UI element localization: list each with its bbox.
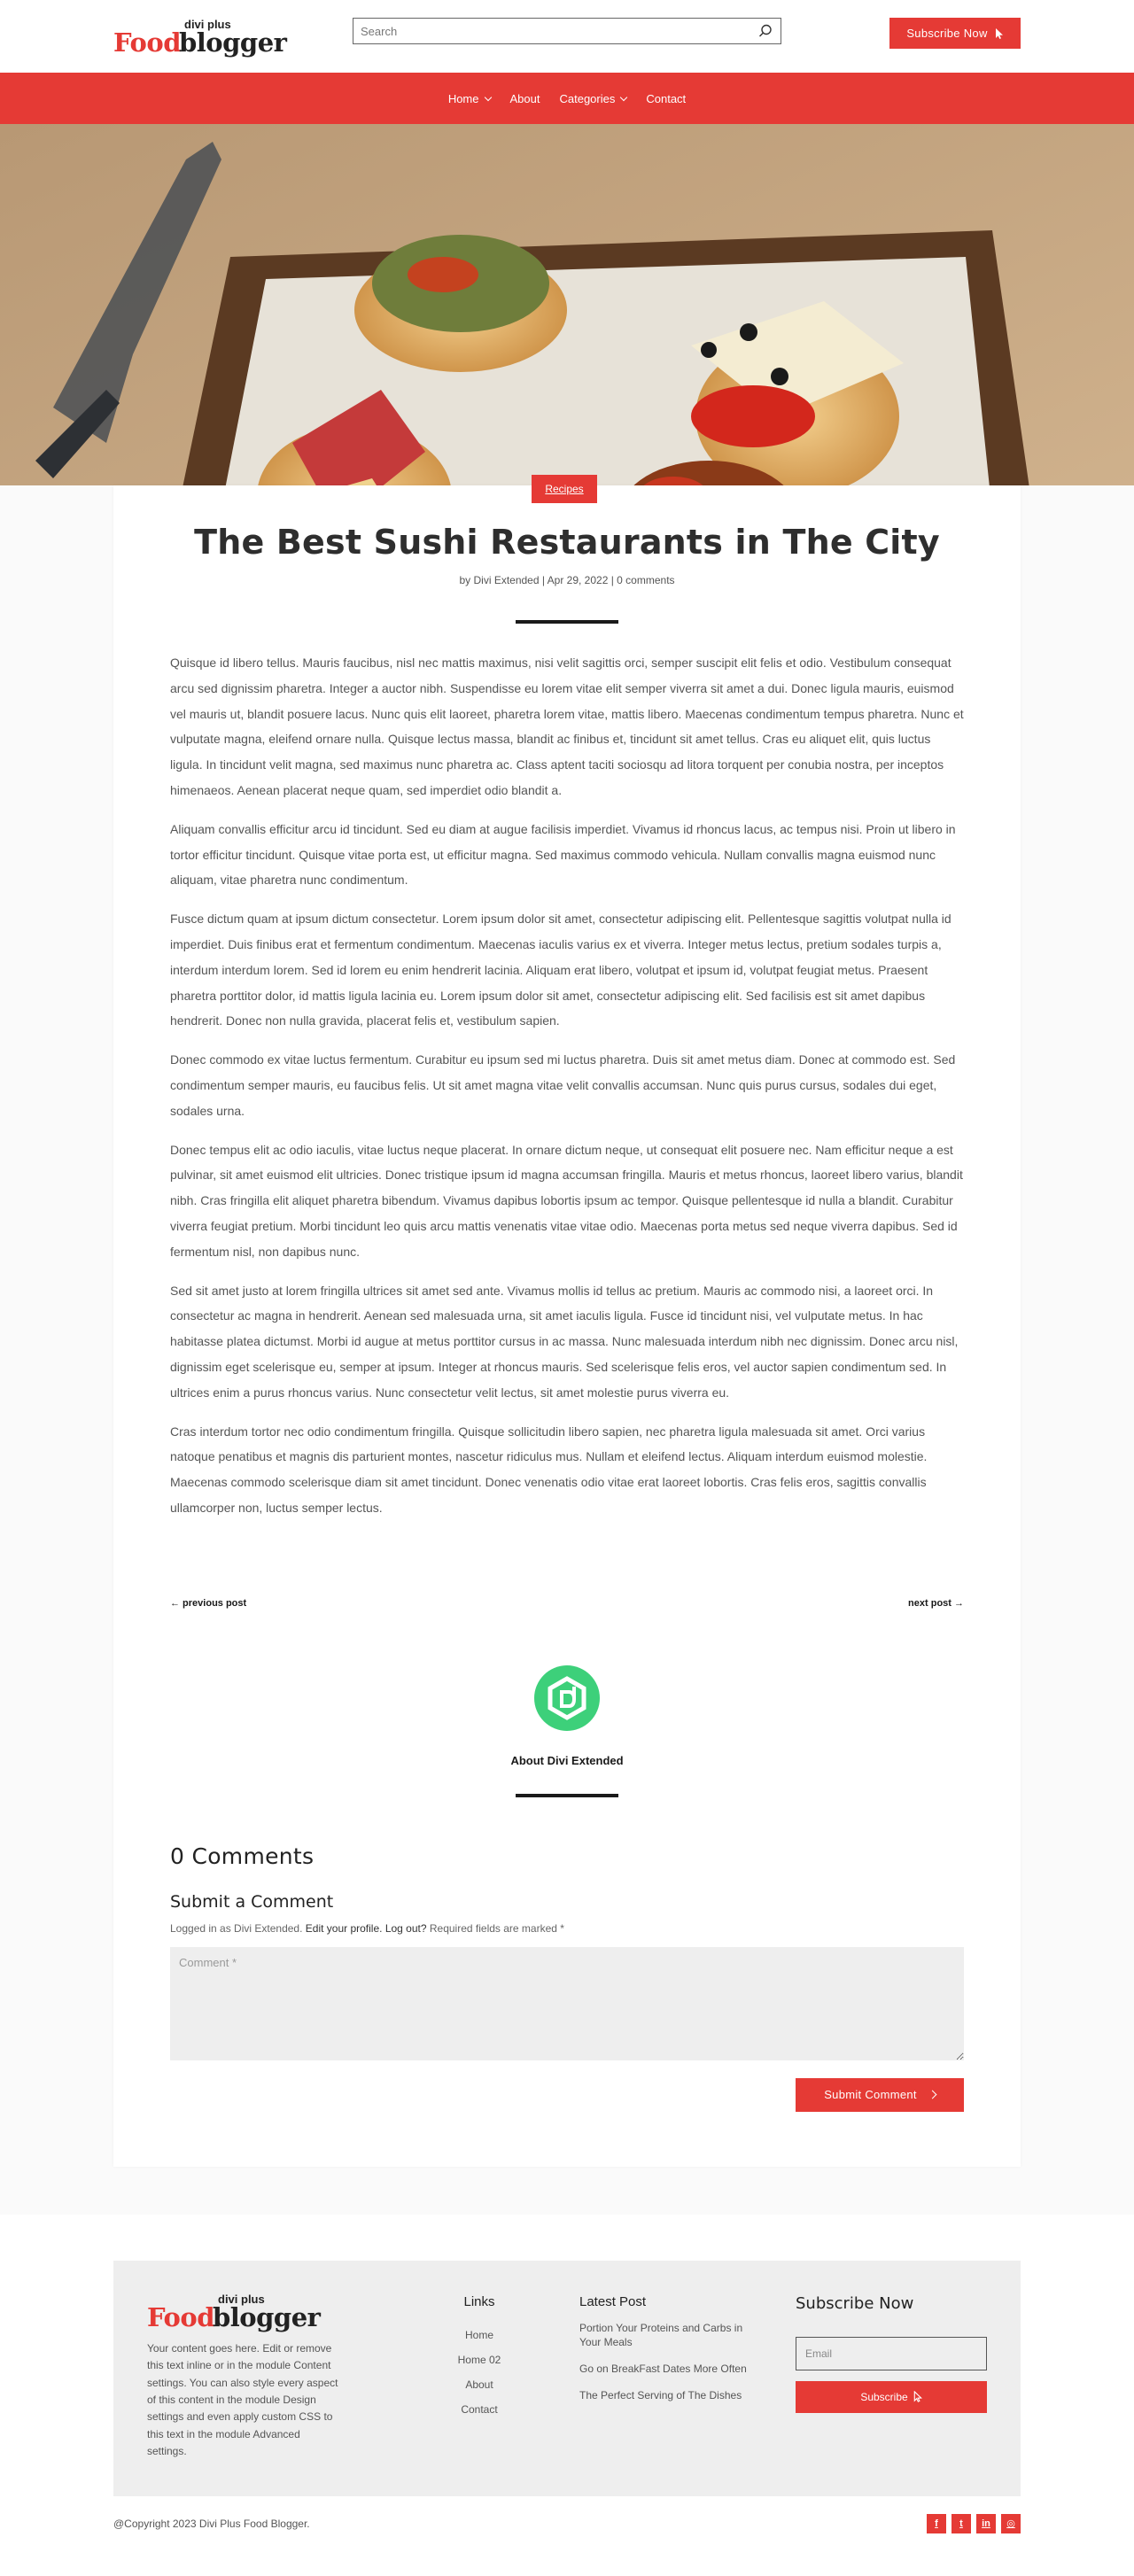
footer-links-title: Links <box>463 2293 495 2309</box>
nav-item-about[interactable] <box>510 92 540 105</box>
previous-post-link[interactable]: ← previous post <box>170 1597 247 1609</box>
cursor-icon <box>913 2391 922 2402</box>
category-badge[interactable]: Recipes <box>532 475 597 503</box>
meta-author-link[interactable]: Divi Extended <box>473 574 540 586</box>
latest-post-link[interactable]: Portion Your Proteins and Carbs in Your Meals <box>579 2321 743 2348</box>
comment-textarea[interactable] <box>170 1947 964 2060</box>
article-paragraph: Donec tempus elit ac odio iaculis, vitae luctus neque placerat. In ornare dictum neque, ut consequat elit posuere nec. Nam efficitur neque a est pulvinar, sit amet euismod elit ultricies. Donec tristique ipsum id magna accumsan fringilla. Mauris et metus rhoncus, laoreet libero varius, blandit nibh. Cras fringilla elit aliquet pharetra bibendum. Vivamus dapibus lobortis ipsum ac tempor. Quisque pellentesque id nulla a blandit. Curabitur viverra feugiat pretium. Morbi tincidunt leo quis arcu mattis venenatis vitae vitae odio. Maecenas porta metus sed neque viverra dapibus. Sed id fermentum nisl, non dapibus nunc. <box>170 1142 963 1259</box>
cursor-icon <box>995 27 1004 40</box>
logged-in-notice <box>170 1922 964 1935</box>
logo-food-text: Food <box>147 2301 214 2332</box>
search-box <box>353 18 781 44</box>
logo-blogger-text: blogger <box>213 2301 321 2332</box>
copyright-text: @Copyright 2023 Divi Plus Food Blogger. <box>113 2517 310 2530</box>
logged-in-text: Logged in as Divi Extended. <box>170 1921 306 1935</box>
footer-subscribe-title: Subscribe Now <box>796 2293 914 2313</box>
logo-blogger-text: blogger <box>179 27 287 58</box>
chevron-down-icon <box>620 93 627 100</box>
twitter-icon[interactable]: t <box>951 2514 971 2533</box>
chevron-right-icon <box>928 2091 936 2099</box>
article-paragraph: Sed sit amet justo at lorem fringilla ultrices sit amet sed ante. Vivamus mollis id tellus ac pretium. Mauris ac commodo nisi, a laoreet orci. In consectetur ac magna in hendrerit. Aenean sed malesuada urna, sit amet iaculis ligula. Fusce id tincidunt nisi, vel vulputate metus. In hac habitasse platea dictumst. Morbi id augue at metus porttitor cursus in ac massa. Nunc malesuada interdum nibh nec dignissim. Donec arcu nisl, dignissim eget scelerisque eu, semper at ipsum. Integer at rhoncus mauris. Sed scelerisque felis eros, vel auctor sapien condimentum sed. In ultrices enim a purus rhoncus varius. Nunc consectetur velit lectus, sit amet molestie purus viverra eu. <box>170 1283 959 1400</box>
submit-comment-button[interactable] <box>796 2078 964 2112</box>
footer-link-home[interactable]: Home <box>464 2328 493 2341</box>
author-name: About Divi Extended <box>510 1753 624 1767</box>
subscribe-now-button[interactable] <box>889 18 1021 49</box>
social-links <box>927 2514 1021 2533</box>
logo-food-text: Food <box>113 27 181 58</box>
footer-subscribe-button[interactable] <box>796 2381 987 2413</box>
edit-profile-link[interactable]: Edit your profile. <box>305 1921 383 1935</box>
footer-subscribe-label: Subscribe <box>860 2390 908 2403</box>
required-note: Required fields are marked * <box>426 1921 564 1935</box>
footer-latest-title: Latest Post <box>579 2293 647 2309</box>
meta-comments-link[interactable]: 0 comments <box>617 574 675 586</box>
comments-section <box>113 1797 1021 2167</box>
article-body <box>113 624 1021 1521</box>
linkedin-icon[interactable]: in <box>976 2514 996 2533</box>
meta-separator: | <box>608 574 617 586</box>
avatar[interactable] <box>534 1665 600 1731</box>
facebook-icon[interactable]: f <box>927 2514 946 2533</box>
article-paragraph: Quisque id libero tellus. Mauris faucibus, nisl nec mattis maximus, nisi velit sagittis orci, semper suscipit elit felis et odio. Vestibulum consequat arcu sed dignissim pharetra. Integer a auctor nibh. Suspendisse eu lorem vitae elit semper viverra sit amet a dui. Donec ligula mauris, euismod vel mauris ut, blandit posuere lacus. Nunc quis elit laoreet, pharetra lorem vitae, mattis libero. Maecenas condimentum tempus pharetra. Nunc et vulputate magna, eleifend ornare nulla. Quisque lectus massa, blandit ac finibus et, tincidunt sit amet tellus. Cras eu aliquet elit, quis luctus ligula. In tincidunt velit magna, sed maximus nunc pharetra ac. Class aptent taciti sociosqu ad litora torquent per conubia nostra, per inceptos himenaeos. Aenean placerat neque quam, sed imperdiet odio blandit a. <box>170 656 964 797</box>
meta-separator: | <box>539 574 548 586</box>
footer-email-input[interactable] <box>796 2337 987 2370</box>
article-paragraph: Fusce dictum quam at ipsum dictum consectetur. Lorem ipsum dolor sit amet, consectetur adipiscing elit. Pellentesque sagittis volutpat nulla id imperdiet. Duis finibus erat et fermentum condimentum. Maecenas iaculis varius ex et viverra. Integer metus lectus, pretium sodales turpis a, interdum interdum lorem. Sed id lorem eu enim hendrerit lacinia. Aliquam erat libero, volutpat et ipsum id, volutpat feugiat metus. Praesent pharetra porttitor dolor, id mattis ligula lacinia eu. Lorem ipsum dolor sit amet, consectetur adipiscing elit. Sed facilisis est sit amet dapibus hendrerit. Donec non nulla gravida, placerat felis et, vestibulum sapien. <box>170 912 951 1028</box>
submit-comment-label: Submit Comment <box>824 2088 917 2102</box>
footer-link-about[interactable]: About <box>465 2378 493 2391</box>
chevron-down-icon <box>484 93 491 100</box>
latest-post-link[interactable]: The Perfect Serving of The Dishes <box>579 2388 742 2401</box>
footer-bottom-bar <box>113 2496 1021 2576</box>
article-paragraph: Aliquam convallis efficitur arcu id tincidunt. Sed eu diam at augue facilisis imperdiet. Vivamus id rhoncus lacus, ac tempus nisi. Proin ut libero in tortor efficitur tincidunt. Quisque vitae porta est, ut efficitur magna. Sed maximus commodo vehicula. Nullam convallis magna euismod nunc aliquam, vitae pharetra nunc condimentum. <box>170 821 956 888</box>
footer-links <box>441 2323 517 2422</box>
footer-latest-posts <box>579 2321 757 2415</box>
site-logo[interactable] <box>113 18 287 58</box>
nav-item-categories-label: Categories <box>559 91 616 105</box>
comment-form-title: Submit a Comment <box>170 1891 334 1912</box>
logo-tagline: divi plus <box>184 18 231 31</box>
submit-row <box>170 2078 964 2112</box>
nav-item-contact-label: Contact <box>646 91 687 105</box>
logo-tagline: divi plus <box>218 2292 265 2306</box>
post-meta <box>113 574 1021 586</box>
meta-date: Apr 29, 2022 <box>547 574 609 586</box>
logout-link[interactable]: Log out? <box>382 1921 427 1935</box>
footer-link-home-02[interactable]: Home 02 <box>457 2353 501 2366</box>
instagram-icon[interactable]: ◎ <box>1001 2514 1021 2533</box>
search-icon[interactable] <box>757 23 773 39</box>
post-navigation <box>113 1534 1021 1609</box>
article-card <box>113 485 1021 2167</box>
divi-extended-logo-icon <box>547 1676 587 1720</box>
comments-heading: 0 Comments <box>170 1843 315 1869</box>
site-footer <box>0 2215 1134 2576</box>
meta-by: by <box>459 574 474 586</box>
nav-item-about-label: About <box>509 91 540 105</box>
latest-post-link[interactable]: Go on BreakFast Dates More Often <box>579 2362 747 2375</box>
search-input[interactable] <box>353 19 743 43</box>
footer-panel <box>113 2261 1021 2496</box>
footer-link-contact[interactable]: Contact <box>461 2402 498 2416</box>
article-paragraph: Cras interdum tortor nec odio condimentum fringilla. Quisque sollicitudin libero sapien, nec pharetra ligula malesuada sit amet. Orci varius natoque penatibus et magnis dis parturient montes, nascetur ridiculus mus. Nullam et eleifend lectus. Aliquam interdum euismod molestie. Maecenas commodo scelerisque diam sit amet tincidunt. Donec venenatis odio vitae erat laoreet lobortis. Cras felis eros, sagittis convallis ullamcorper non, luctus semper lectus. <box>170 1424 928 1515</box>
subscribe-now-label: Subscribe Now <box>906 27 988 40</box>
site-header <box>0 0 1134 73</box>
author-box <box>113 1609 1021 1797</box>
nav-item-contact[interactable] <box>646 92 686 105</box>
next-post-link[interactable]: next post → <box>908 1597 964 1609</box>
nav-item-home[interactable] <box>448 92 491 105</box>
page-content <box>0 485 1134 2576</box>
footer-about-text: Your content goes here. Edit or remove this text inline or in the module Content settings. You can also style every aspect of this content in the module Design settings and even apply custom CSS to this text in the module Advanced settings. <box>147 2341 338 2458</box>
footer-logo[interactable] <box>147 2292 321 2332</box>
post-title: The Best Sushi Restaurants in The City <box>194 523 940 562</box>
main-nav <box>0 73 1134 124</box>
nav-item-categories[interactable] <box>559 92 626 105</box>
article-paragraph: Donec commodo ex vitae luctus fermentum. Curabitur eu ipsum sed mi luctus pharetra. Duis sit amet metus diam. Donec at commodo est. Sed condimentum semper mauris, eu faucibus felis. Ut sit amet magna vitae velit convallis accumsan. Nunc quis purus cursus, sodales dui eget, sodales urna. <box>170 1052 956 1118</box>
nav-item-home-label: Home <box>447 91 479 105</box>
